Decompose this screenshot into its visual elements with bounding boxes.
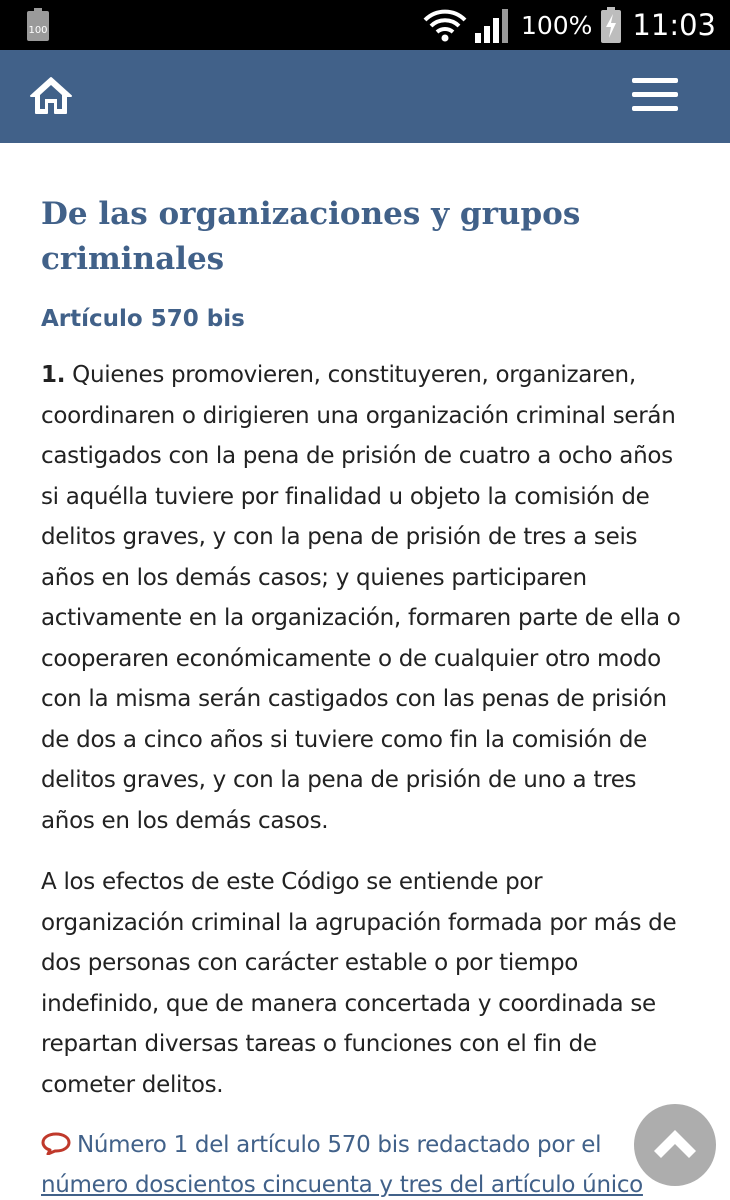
- home-icon: [28, 75, 74, 117]
- battery-left-label: 100: [28, 25, 48, 36]
- paragraph-1: [41, 355, 691, 841]
- battery-icon: [26, 8, 50, 42]
- home-button[interactable]: [28, 75, 74, 117]
- page-title: De las organizaciones y grupos criminales: [41, 196, 581, 277]
- menu-button[interactable]: [632, 78, 678, 114]
- amendment-note-link[interactable]: Número 1 del artículo 570 bis redactado por el: [77, 1132, 602, 1158]
- wifi-icon: [423, 8, 467, 42]
- amendment-note-link-continued[interactable]: número doscientos cincuenta y tres del artículo único: [41, 1172, 643, 1198]
- hamburger-menu-icon: [632, 92, 678, 97]
- battery-charging-icon: [600, 7, 622, 43]
- paragraph-number: 1.: [41, 362, 66, 388]
- battery-percent: 100%: [520, 10, 593, 40]
- signal-icon: [473, 7, 515, 43]
- status-bar: [0, 0, 730, 50]
- article-content: [41, 192, 691, 1200]
- paragraph-1-text: Quienes promovieren, constituyeren, organizaren, coordinaren o dirigieren una organización criminal serán castigados con la pena de prisión de cuatro a ocho años si aquélla tuviere por finalidad u objeto la comisión de delitos graves, y con la pena de prisión de tres a seis años en los demás casos; y quienes participaren activamente en la organización, formaren parte de ella o cooperaren económicamente o de cualquier otro modo con la misma serán castigados con las penas de prisión de dos a cinco años si tuviere como fin la comisión de delitos graves, y con la pena de prisión de uno a tres años en los demás casos.: [41, 362, 681, 834]
- speech-bubble-icon: [41, 1131, 71, 1155]
- paragraph-2: A los efectos de este Código se entiende por organización criminal la agrupación formada por más de dos personas con carácter estable o por tiempo indefinido, que de manera concertada y coordinada se repartan diversas tareas o funciones con el fin de cometer delitos.: [41, 869, 677, 1098]
- hamburger-menu-icon: [632, 106, 678, 111]
- scroll-to-top-button[interactable]: [634, 1104, 716, 1186]
- clock: 11:03: [632, 8, 716, 42]
- app-header: [0, 50, 730, 143]
- article-heading: Artículo 570 bis: [41, 306, 245, 332]
- chevron-up-icon: [634, 1104, 716, 1186]
- amendment-note: [41, 1125, 691, 1200]
- hamburger-menu-icon: [632, 78, 678, 83]
